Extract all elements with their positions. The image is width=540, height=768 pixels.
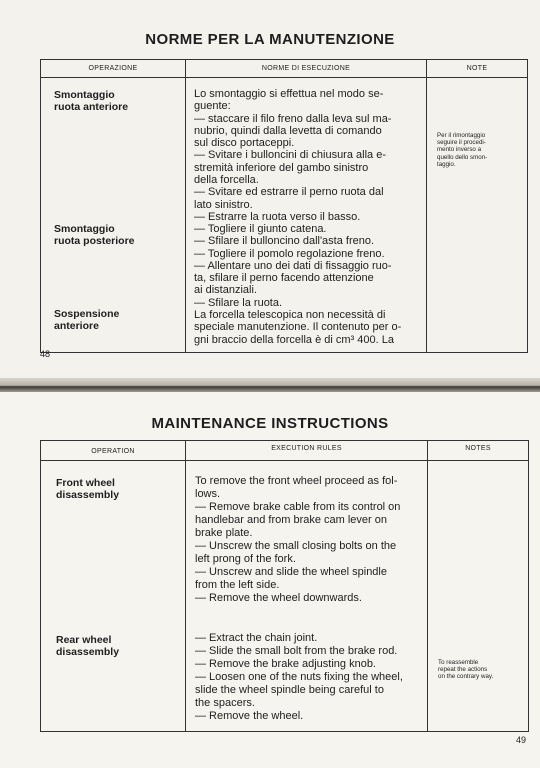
column-header-rules: EXECUTION RULES — [271, 445, 342, 452]
header-divider — [41, 460, 528, 461]
column-header-notes: NOTES — [465, 445, 491, 452]
operation-label: Front wheel disassembly — [56, 477, 120, 501]
maintenance-table — [40, 59, 528, 353]
page-number: 49 — [516, 735, 527, 745]
execution-rules: Lo smontaggio si effettua nel modo se- guente: — staccare il filo freno dalla leva sul ma- nubrio, quindi dalla levetta di comando sul disco portaceppi. — Svitare i bulloncini di chiusura alla e- stremità inferiore del gambo sinistro della forcella. — Svitare ed estrarre il perno ruota dal lato sinistro. — Estrarre la ruota verso il basso. — [194, 88, 392, 223]
operation-label: Smontaggio ruota posteriore — [54, 223, 135, 247]
column-divider — [426, 60, 427, 352]
column-divider — [185, 60, 186, 352]
execution-rules: — Togliere il giunto catena. — Sfilare il bulloncino dall'asta freno. — Togliere il pomolo regolazione freno. — Allentare uno dei dati di fissaggio ruo- ta, sfilare il perno facendo attenzione ai distanziali. — Sfilare la ruota. — [194, 223, 392, 309]
page-italian — [0, 0, 540, 380]
maintenance-table — [40, 440, 529, 732]
note-text: To reassemble repeat the actions on the contrary way. — [438, 659, 494, 681]
note-text: Per il rimontaggio seguire il procedi- mento inverso a quello dello smon- taggio. — [437, 132, 488, 168]
column-header-notes: NOTE — [466, 65, 488, 72]
page-number: 48 — [40, 349, 51, 359]
operation-label: Smontaggio ruota anteriore — [54, 89, 129, 113]
header-divider — [41, 77, 527, 78]
column-header-operation: OPERATION — [91, 448, 135, 455]
column-divider — [185, 441, 186, 731]
column-divider — [427, 441, 428, 731]
column-header-rules: NORME DI ESECUZIONE — [261, 65, 351, 72]
page-english — [0, 392, 540, 768]
execution-rules: — Extract the chain joint. — Slide the small bolt from the brake rod. — Remove the brake adjusting knob. — Loosen one of the nuts fixing the wheel, slide the wheel spindle being careful to the spacers. — Remove the wheel. — [195, 632, 403, 722]
page-title: NORME PER LA MANUTENZIONE — [145, 31, 395, 48]
execution-rules: La forcella telescopica non necessità di speciale manutenzione. Il contenuto per o- gni braccio della forcella è di cm³ 400. La — [194, 309, 402, 346]
page-title: MAINTENANCE INSTRUCTIONS — [151, 415, 389, 432]
execution-rules: To remove the front wheel proceed as fol- lows. — Remove brake cable from its control on handlebar and from brake cam lever on brake plate. — Unscrew the small closing bolts on the left prong of the fork. — Unscrew and slide the wheel spindle from the left side. — Remove the wheel downwards. — [195, 475, 401, 604]
operation-label: Rear wheel disassembly — [56, 634, 120, 658]
operation-label: Sospensione anteriore — [54, 308, 120, 332]
column-header-operation: OPERAZIONE — [88, 65, 138, 72]
